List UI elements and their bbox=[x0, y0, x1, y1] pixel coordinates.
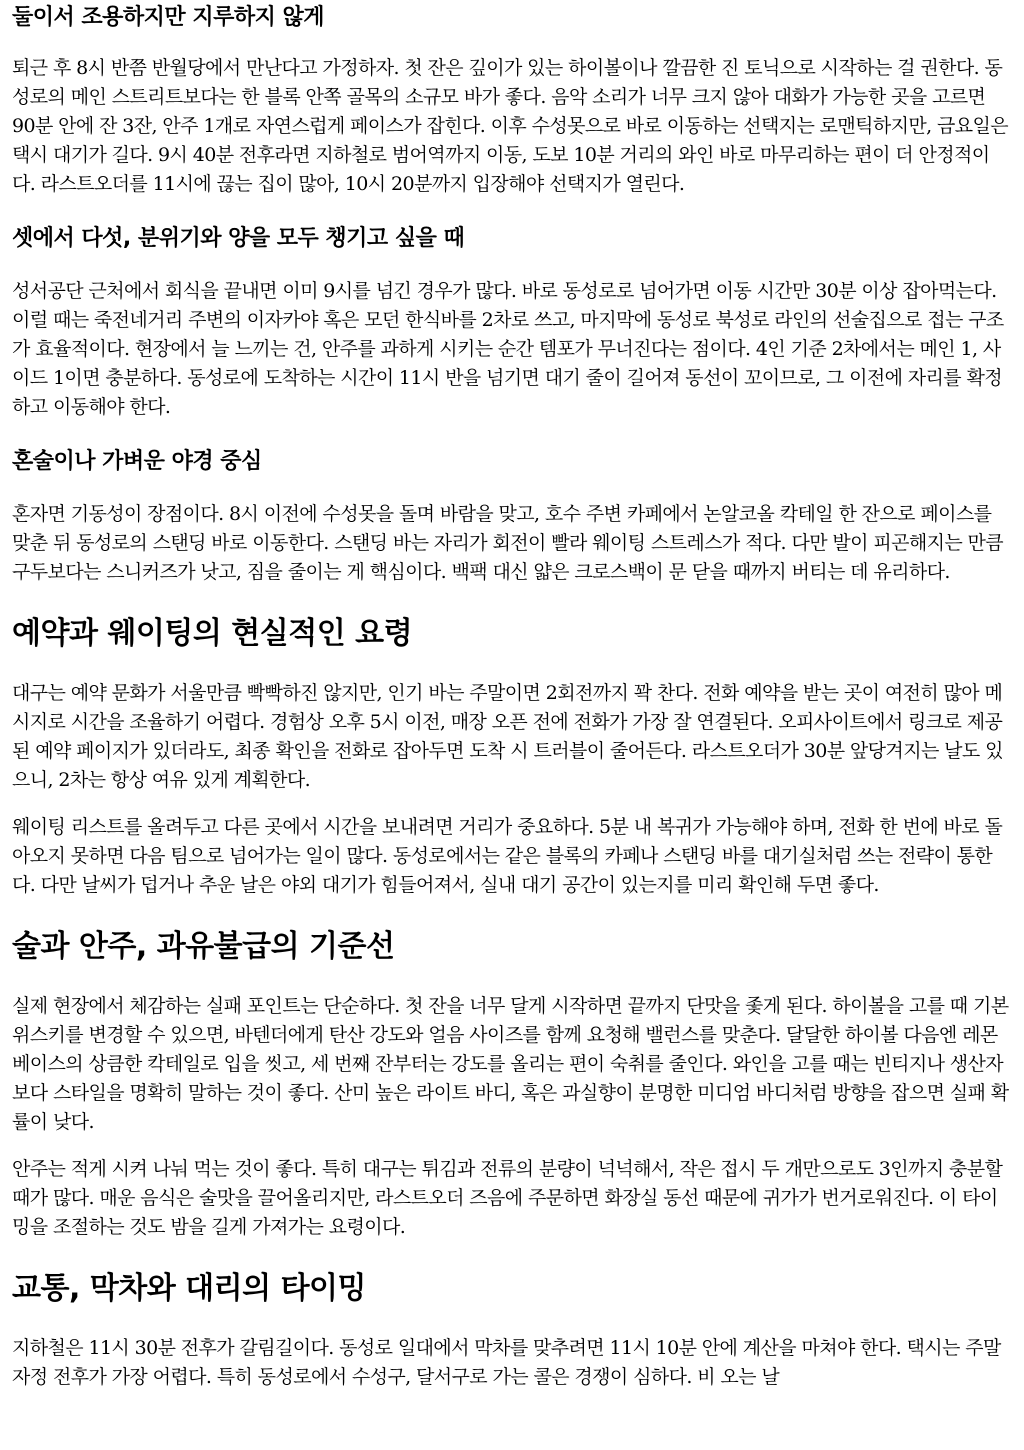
section-drinks bbox=[12, 926, 1012, 1242]
section-heading-reservation: 예약과 웨이팅의 현실적인 요령 bbox=[12, 616, 413, 651]
section-couple bbox=[12, 2, 1012, 199]
section-solo bbox=[12, 446, 1012, 587]
paragraph-reservation-1: 대구는 예약 문화가 서울만큼 빡빡하진 않지만, 인기 바는 주말이면 2회전까지 꽉 찬다. 전화 예약을 받는 곳이 여전히 많아 메시지로 시간을 조율하기 어렵다. 경험상 오후 5시 이전, 매장 오픈 전에 전화가 가장 잘 연결된다. 오피사이트에서 링크로 제공된 예약 페이지가 있더라도, 최종 확인을 전화로 잡아두면 도착 시 트러블이 줄어든다. 라스트오더가 30분 앞당겨지는 날도 있으니, 2차는 항상 여유 있게 계획한다. bbox=[12, 682, 1003, 791]
section-heading-couple: 둘이서 조용하지만 지루하지 않게 bbox=[12, 5, 325, 30]
paragraph-group: 성서공단 근처에서 회식을 끝내면 이미 9시를 넘긴 경우가 많다. 바로 동성로로 넘어가면 이동 시간만 30분 이상 잡아먹는다. 이럴 때는 죽전네거리 주변의 이자카야 혹은 모던 한식바를 2차로 쓰고, 마지막에 동성로 북성로 라인의 선술집으로 접는 구조가 효율적이다. 현장에서 늘 느끼는 건, 안주를 과하게 시키는 순간 템포가 무너진다는 점이다. 4인 기준 2차에서는 메인 1, 사이드 1이면 충분하다. 동성로에 도착하는 시간이 11시 반을 넘기면 대기 줄이 길어져 동선이 꼬이므로, 그 이전에 자리를 확정하고 이동해야 한다. bbox=[12, 280, 1004, 418]
paragraph-solo: 혼자면 기동성이 장점이다. 8시 이전에 수성못을 돌며 바람을 맞고, 호수 주변 카페에서 논알코올 칵테일 한 잔으로 페이스를 맞춘 뒤 동성로의 스탠딩 바로 이동한다. 스탠딩 바는 자리가 회전이 빨라 웨이팅 스트레스가 적다. 다만 발이 피곤해지는 만큼 구두보다는 스니커즈가 낫고, 짐을 줄이는 게 핵심이다. 백팩 대신 얇은 크로스백이 문 닫을 때까지 버티는 데 유리하다. bbox=[12, 503, 1004, 583]
paragraph-reservation-2: 웨이팅 리스트를 올려두고 다른 곳에서 시간을 보내려면 거리가 중요하다. 5분 내 복귀가 가능해야 하며, 전화 한 번에 바로 돌아오지 못하면 다음 팀으로 넘어가는 일이 많다. 동성로에서는 같은 블록의 카페나 스탠딩 바를 대기실처럼 쓰는 전략이 통한다. 다만 날씨가 덥거나 추운 날은 야외 대기가 힘들어져서, 실내 대기 공간이 있는지를 미리 확인해 두면 좋다. bbox=[12, 816, 1003, 896]
paragraph-transport: 지하철은 11시 30분 전후가 갈림길이다. 동성로 일대에서 막차를 맞추려면 11시 10분 안에 계산을 마쳐야 한다. 택시는 주말 자정 전후가 가장 어렵다. 특히 동성로에서 수성구, 달서구로 가는 콜은 경쟁이 심하다. 비 오는 날 bbox=[12, 1337, 1001, 1388]
section-group bbox=[12, 223, 1012, 422]
paragraph-couple: 퇴근 후 8시 반쯤 반월당에서 만난다고 가정하자. 첫 잔은 깊이가 있는 하이볼이나 깔끔한 진 토닉으로 시작하는 걸 권한다. 동성로의 메인 스트리트보다는 한 블록 안쪽 골목의 소규모 바가 좋다. 음악 소리가 너무 크지 않아 대화가 가능한 곳을 고르면 90분 안에 잔 3잔, 안주 1개로 자연스럽게 페이스가 잡힌다. 이후 수성못으로 바로 이동하는 선택지는 로맨틱하지만, 금요일은 택시 대기가 길다. 9시 40분 전후라면 지하철로 범어역까지 이동, 도보 10분 거리의 와인 바로 마무리하는 편이 더 안정적이다. 라스트오더를 11시에 끊는 집이 많아, 10시 20분까지 입장해야 선택지가 열린다. bbox=[12, 57, 1009, 195]
section-heading-solo: 혼술이나 가벼운 야경 중심 bbox=[12, 449, 262, 474]
section-heading-drinks: 술과 안주, 과유불급의 기준선 bbox=[12, 929, 395, 964]
article-body bbox=[0, 2, 1024, 1392]
section-heading-group: 셋에서 다섯, 분위기와 양을 모두 챙기고 싶을 때 bbox=[12, 226, 465, 251]
section-transport bbox=[12, 1268, 1012, 1392]
section-reservation bbox=[12, 613, 1012, 900]
paragraph-drinks-2: 안주는 적게 시켜 나눠 먹는 것이 좋다. 특히 대구는 튀김과 전류의 분량이 넉넉해서, 작은 접시 두 개만으로도 3인까지 충분할 때가 많다. 매운 음식은 술맛을 끌어올리지만, 라스트오더 즈음에 주문하면 화장실 동선 때문에 귀가가 번거로워진다. 이 타이밍을 조절하는 것도 밤을 길게 가져가는 요령이다. bbox=[12, 1158, 1003, 1238]
paragraph-drinks-1: 실제 현장에서 체감하는 실패 포인트는 단순하다. 첫 잔을 너무 달게 시작하면 끝까지 단맛을 좇게 된다. 하이볼을 고를 때 기본 위스키를 변경할 수 있으면, 바텐더에게 탄산 강도와 얼음 사이즈를 함께 요청해 밸런스를 맞춘다. 달달한 하이볼 다음엔 레몬 베이스의 상큼한 칵테일로 입을 씻고, 세 번째 잔부터는 강도를 올리는 편이 숙취를 줄인다. 와인을 고를 때는 빈티지나 생산자보다 스타일을 명확히 말하는 것이 좋다. 산미 높은 라이트 바디, 혹은 과실향이 분명한 미디엄 바디처럼 방향을 잡으면 실패 확률이 낮다. bbox=[12, 995, 1009, 1133]
section-heading-transport: 교통, 막차와 대리의 타이밍 bbox=[12, 1271, 367, 1306]
